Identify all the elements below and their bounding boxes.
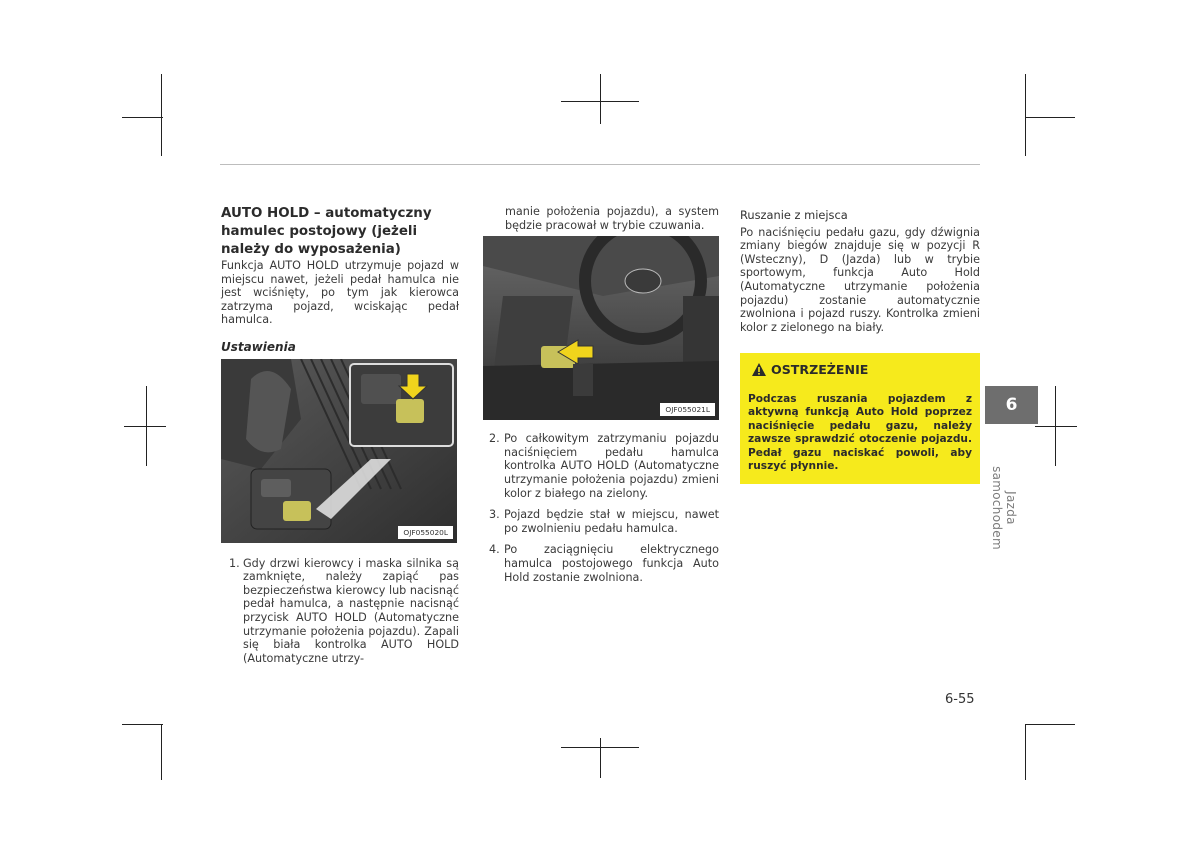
step-item [483,508,719,535]
crop-mark [600,738,601,778]
step-number: 2. [489,432,500,446]
step-item [483,432,719,500]
crop-mark [122,117,163,118]
crop-mark [1025,74,1026,156]
warning-title [752,362,868,377]
crop-mark [161,724,162,780]
subheading-settings: Ustawienia [221,339,296,354]
crop-mark [1035,426,1077,427]
starting-off-paragraph: Po naciśnięciu pedału gazu, gdy dźwignia zmiany biegów znajduje się w pozycji R (Wsteczny), D (Jazda) lub w trybie sportowym, funkcja Auto Hold (Automatyczne utrzymanie położenia pojazdu) zostanie automatycznie zwolniona i pojazd ruszy. Kontrolka zmieni kolor z zielonego na biały. [740,225,980,334]
crop-mark [124,426,166,427]
crop-mark [161,74,162,156]
crop-mark [1025,724,1026,780]
crop-mark [561,747,639,748]
figure-code: OJF055020L [398,526,453,539]
crop-mark [600,74,601,124]
section-heading: AUTO HOLD – automatyczny hamulec postojowy (jeżeli należy do wyposażenia) [221,206,432,257]
crop-mark [561,101,639,102]
step-item [483,543,719,584]
warning-title-text: OSTRZEŻENIE [771,362,869,377]
pedal-illustration [483,236,719,420]
page-number: 6-55 [945,692,975,707]
step-number: 1. [229,556,240,570]
column-right [740,209,980,334]
console-illustration [221,359,457,543]
step-number: 4. [489,543,500,557]
crop-mark [1025,117,1075,118]
figure-code: OJF055021L [660,403,715,416]
auto-hold-button-figure [221,359,457,543]
continuation-paragraph: manie położenia pojazdu), a system będzie pracował w trybie czuwania. [505,205,719,232]
step-text: Pojazd będzie stał w miejscu, nawet po zwolnieniu pedału hamulca. [504,508,719,535]
warning-triangle-icon [752,363,766,376]
warning-box [740,353,980,484]
step-text: Po zaciągnięciu elektrycznego hamulca postojowego funkcja Auto Hold zostanie zwolniona. [504,543,719,584]
brake-pedal-figure [483,236,719,420]
chapter-side-label: Jazda samochodem [990,466,1018,550]
column-left [221,205,459,673]
crop-mark [1025,724,1075,725]
starting-off-heading: Ruszanie z miejsca [740,208,848,222]
column-middle [483,205,719,592]
chapter-tab: 6 [985,386,1038,424]
step-text: Po całkowitym zatrzymaniu pojazdu naciśnięciem pedału hamulca kontrolka AUTO HOLD (Automatyczne utrzymanie położenia pojazdu) zmieni kolor z białego na zielony. [504,432,719,500]
warning-text: Podczas ruszania pojazdem z aktywną funkcją Auto Hold poprzez naciśnięcie pedału gazu, należy zawsze sprawdzić otoczenie pojazdu. Pedał gazu naciskać powoli, aby ruszyć płynnie. [748,393,972,473]
step-item [221,557,459,666]
step-text: Gdy drzwi kierowcy i maska silnika są zamknięte, należy zapiąć pas bezpieczeństwa kierowcy lub nacisnąć pedał hamulca, a następnie nacisnąć przycisk AUTO HOLD (Automatyczne utrzymanie położenia pojazdu). Zapali się biała kontrolka AUTO HOLD (Automatyczne utrzy- [243,556,459,665]
header-rule [220,164,980,165]
crop-mark [122,724,163,725]
step-number: 3. [489,508,500,522]
intro-paragraph: Funkcja AUTO HOLD utrzymuje pojazd w miejscu nawet, jeżeli pedał hamulca nie jest wciśnięty, po tym jak kierowca zatrzyma pojazd, wciskając pedał hamulca. [221,259,459,327]
